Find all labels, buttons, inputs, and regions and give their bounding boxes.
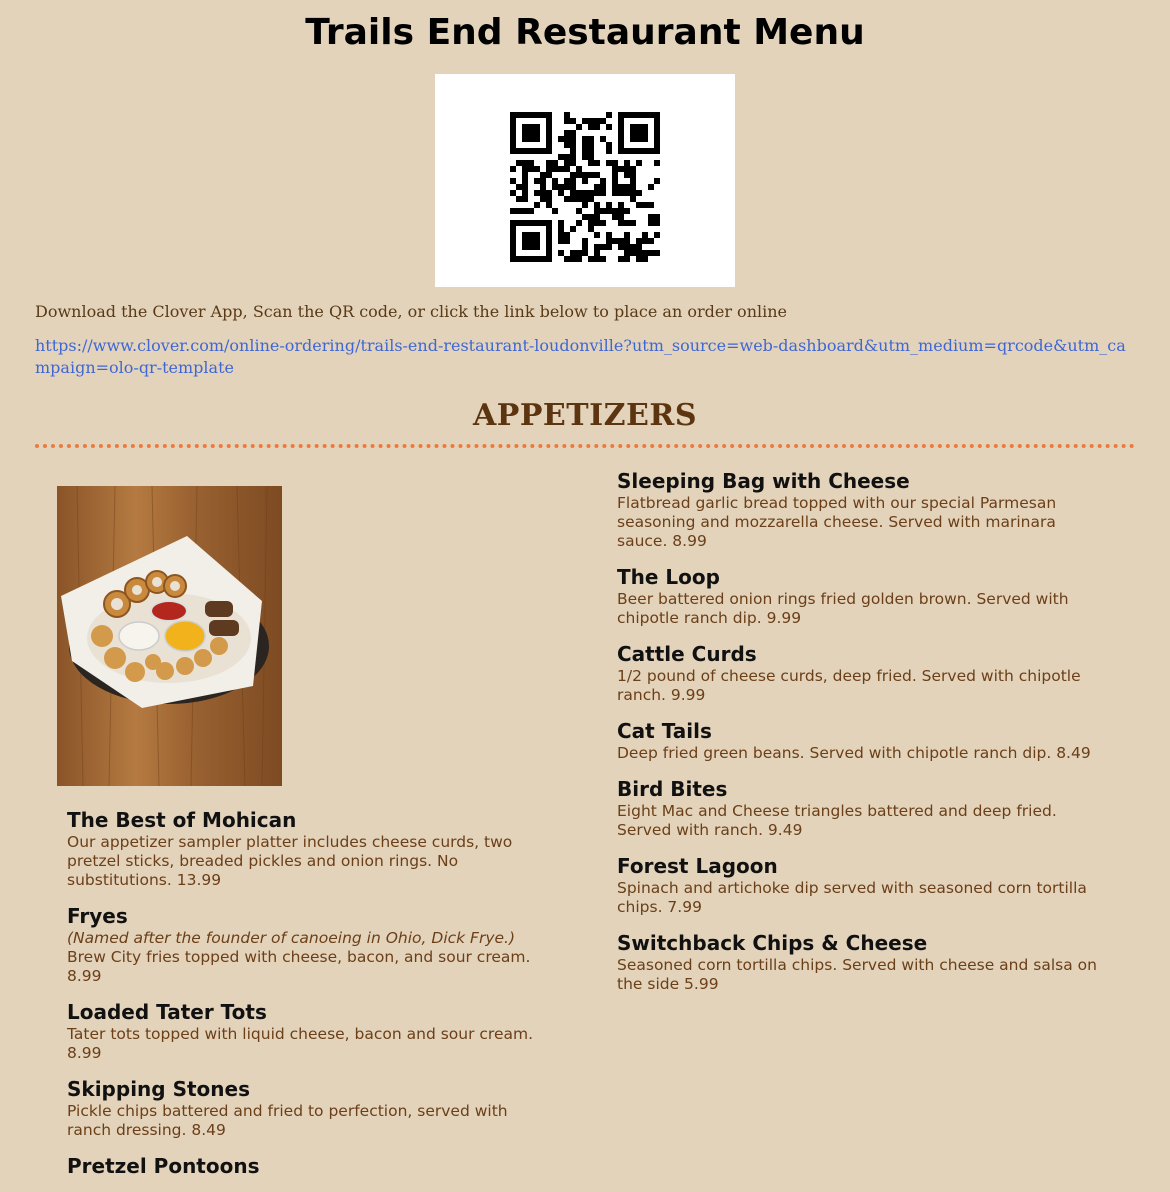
menu-column-right (617, 469, 1097, 1008)
online-order-link[interactable]: https://www.clover.com/online-ordering/trails-end-restaurant-loudonville?utm_source=web-dashboard&utm_medium=qrcode&utm_campaign=olo-qr-template (35, 336, 1126, 377)
menu-item-the-best-of-mohican (67, 808, 547, 890)
menu-item-bird-bites (617, 777, 1097, 840)
menu-item-name: Pretzel Pontoons (67, 1154, 260, 1178)
menu-item-description: Beer battered onion rings fried golden brown. Served with chipotle ranch dip. 9.99 (617, 590, 1069, 627)
menu-item-description: Tater tots topped with liquid cheese, bacon and sour cream. 8.99 (67, 1025, 534, 1062)
menu-item-cattle-curds (617, 642, 1097, 705)
menu-item-name: Sleeping Bag with Cheese (617, 469, 910, 493)
menu-item-name: Cat Tails (617, 719, 712, 743)
menu-item-description-block (67, 1025, 547, 1063)
menu-item-fryes (67, 904, 547, 986)
qr-code-image (510, 112, 660, 262)
menu-item-skipping-stones (67, 1077, 547, 1140)
menu-item-description-block (67, 929, 547, 986)
menu-item-description: Pickle chips battered and fried to perfection, served with ranch dressing. 8.49 (67, 1102, 508, 1139)
dotted-divider (35, 444, 1135, 448)
menu-item-switchback-chips-and-cheese (617, 931, 1097, 994)
menu-item-description: 1/2 pound of cheese curds, deep fried. Served with chipotle ranch. 9.99 (617, 667, 1081, 704)
menu-item-description-block (617, 494, 1097, 551)
menu-item-name: Forest Lagoon (617, 854, 778, 878)
menu-item-description-block (617, 667, 1097, 705)
menu-item-name: Switchback Chips & Cheese (617, 931, 928, 955)
menu-item-description-block (67, 833, 547, 890)
menu-item-cat-tails (617, 719, 1097, 763)
page-title: Trails End Restaurant Menu (305, 12, 865, 53)
menu-item-description-block (617, 802, 1097, 840)
appetizer-photo (57, 486, 282, 786)
menu-item-name: The Loop (617, 565, 720, 589)
menu-item-name: The Best of Mohican (67, 808, 297, 832)
menu-item-description: Eight Mac and Cheese triangles battered and deep fried. Served with ranch. 9.49 (617, 802, 1057, 839)
menu-item-description-block (617, 590, 1097, 628)
qr-code[interactable] (435, 74, 735, 287)
menu-item-name: Loaded Tater Tots (67, 1000, 267, 1024)
menu-item-description: Deep fried green beans. Served with chipotle ranch dip. 8.49 (617, 744, 1091, 762)
menu-item-description: Brew City fries topped with cheese, bacon, and sour cream. 8.99 (67, 948, 531, 985)
menu-item-name: Cattle Curds (617, 642, 757, 666)
menu-item-sleeping-bag-with-cheese (617, 469, 1097, 551)
menu-item-description-block (617, 879, 1097, 917)
menu-item-description-block (617, 956, 1097, 994)
order-instruction: Download the Clover App, Scan the QR code, or click the link below to place an order online (35, 302, 787, 321)
menu-item-the-loop (617, 565, 1097, 628)
menu-item-description-block (67, 1102, 547, 1140)
section-heading-appetizers: APPETIZERS (473, 398, 697, 433)
menu-item-description-block (617, 744, 1097, 763)
menu-item-description: Spinach and artichoke dip served with seasoned corn tortilla chips. 7.99 (617, 879, 1087, 916)
menu-item-pretzel-pontoons (67, 1154, 547, 1179)
menu-item-forest-lagoon (617, 854, 1097, 917)
menu-item-name: Bird Bites (617, 777, 728, 801)
menu-item-description: Our appetizer sampler platter includes cheese curds, two pretzel sticks, breaded pickles and onion rings. No substitutions. 13.99 (67, 833, 513, 889)
menu-item-name: Skipping Stones (67, 1077, 250, 1101)
menu-column-left (67, 808, 547, 1192)
menu-item-loaded-tater-tots (67, 1000, 547, 1063)
menu-item-description: Flatbread garlic bread topped with our special Parmesan seasoning and mozzarella cheese. Served with marinara sauce. 8.99 (617, 494, 1057, 550)
menu-item-name: Fryes (67, 904, 128, 928)
menu-item-description: Seasoned corn tortilla chips. Served with cheese and salsa on the side 5.99 (617, 956, 1097, 993)
menu-item-note: (Named after the founder of canoeing in Ohio, Dick Frye.) (67, 929, 516, 947)
